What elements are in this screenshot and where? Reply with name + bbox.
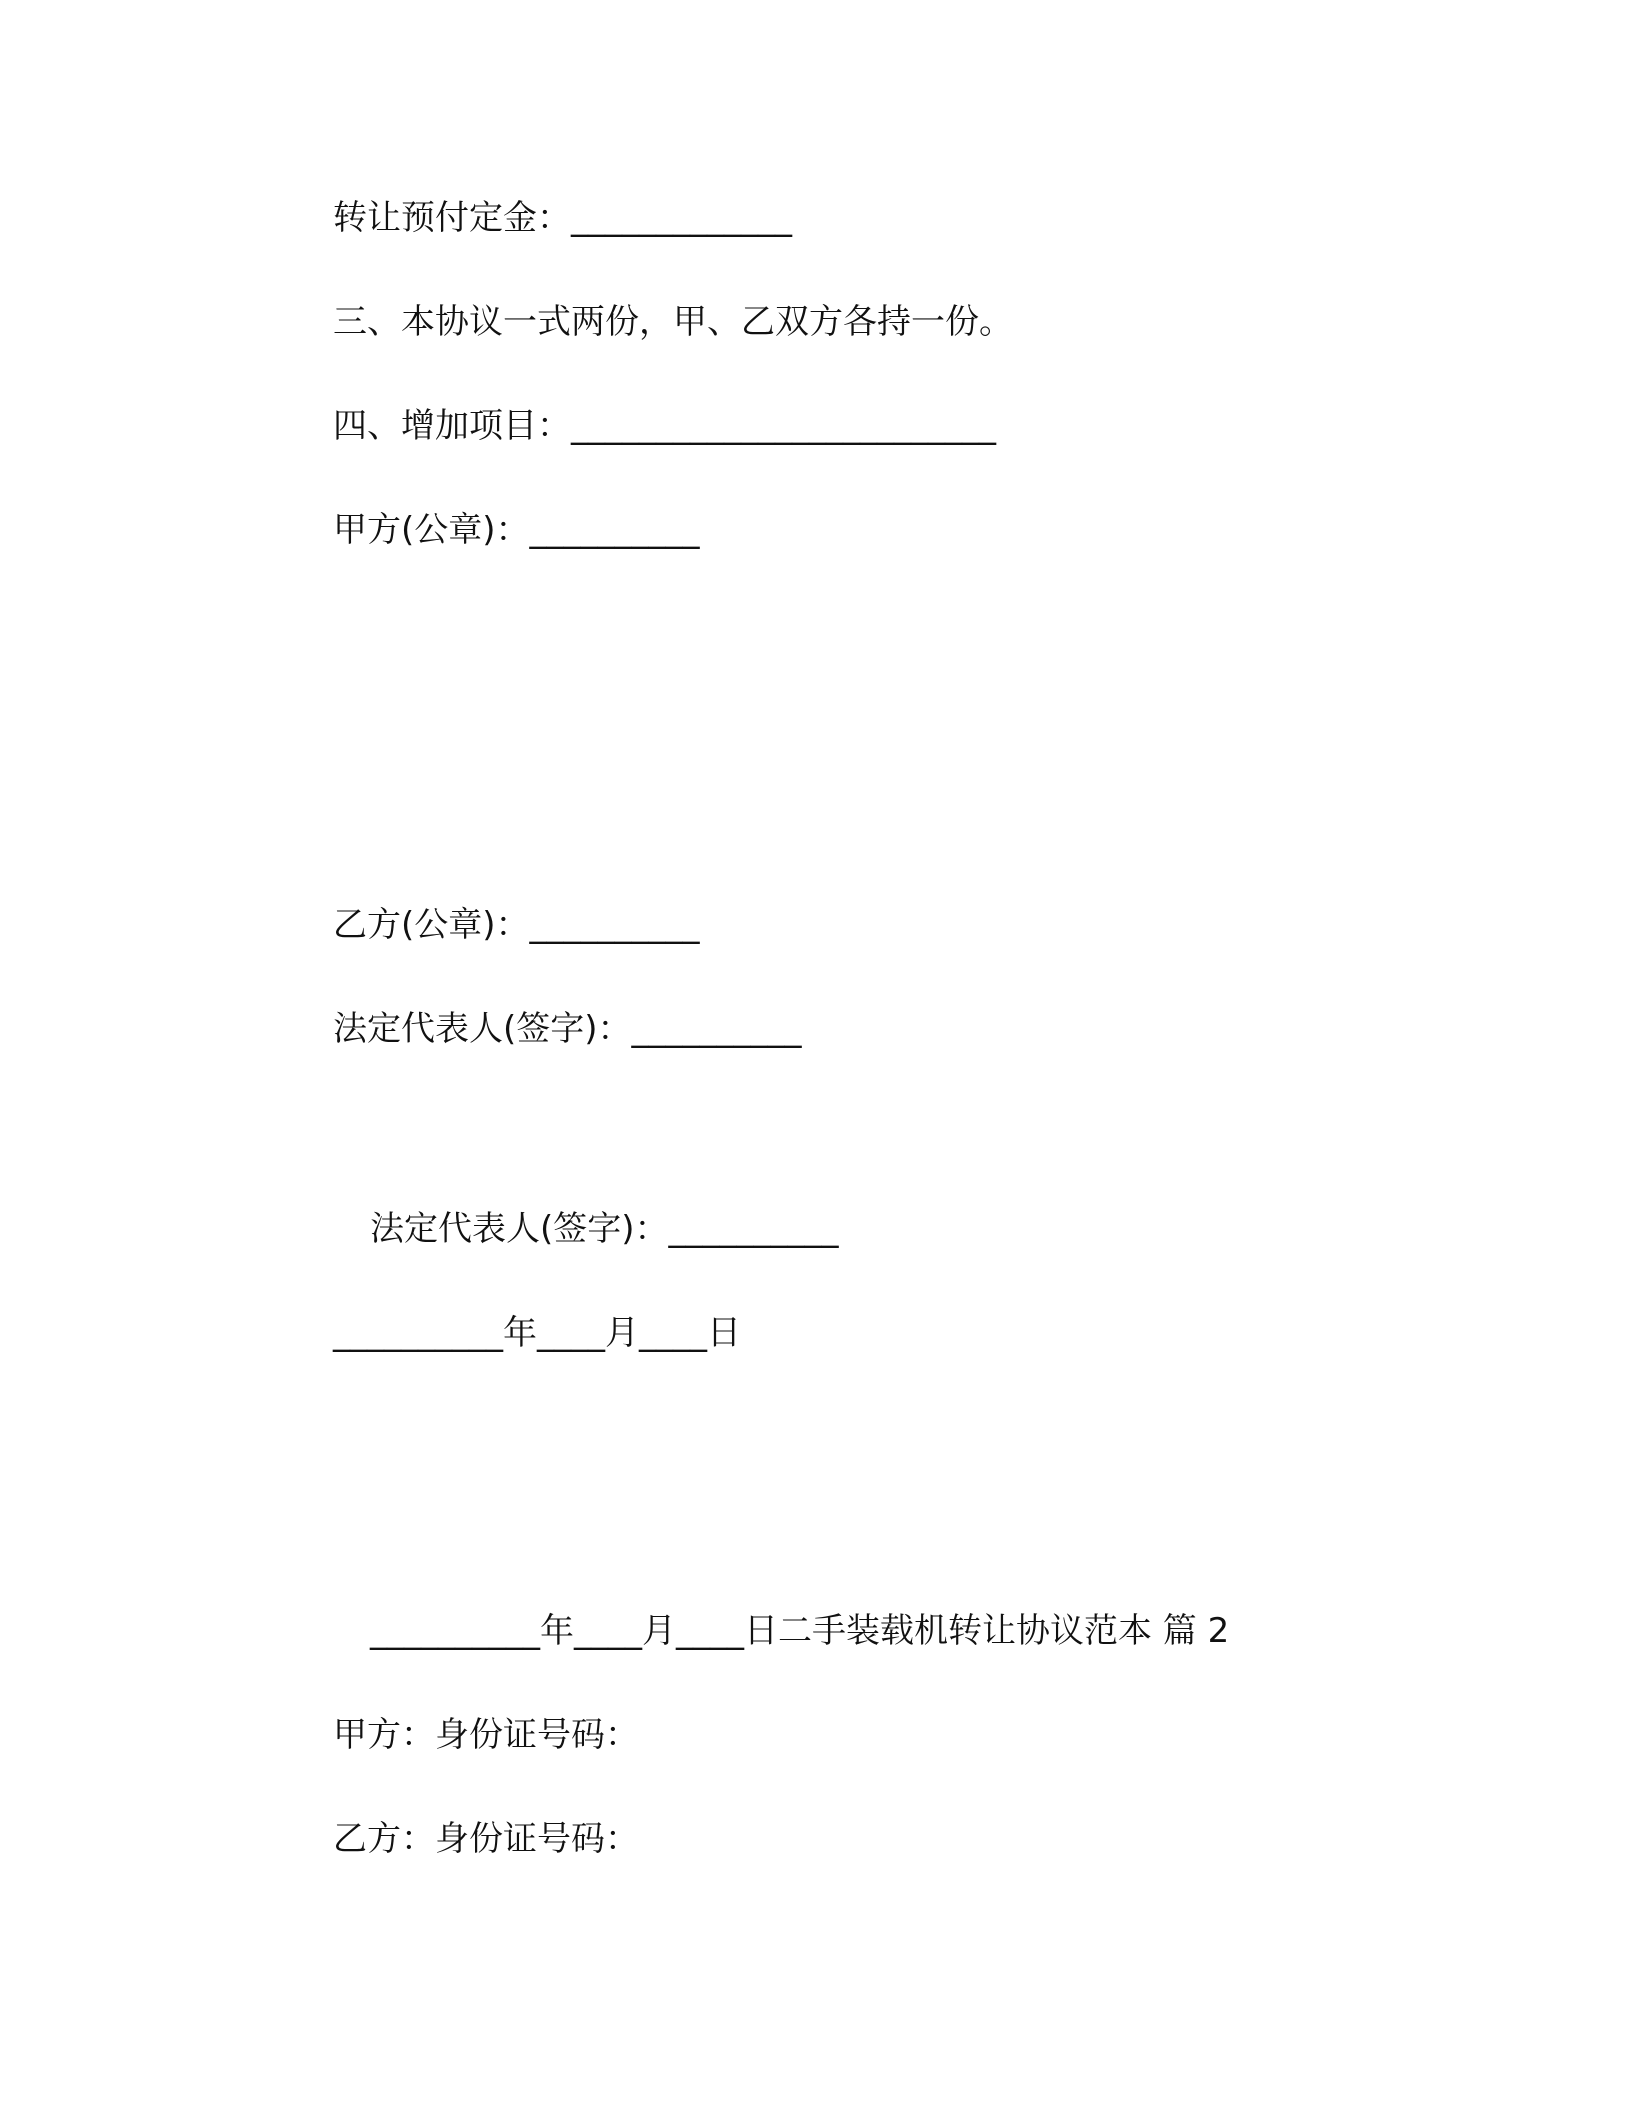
clause-three: 三、本协议一式两份，甲、乙双方各持一份。	[333, 302, 1013, 342]
date-line: __________年____月____日	[333, 1313, 741, 1353]
party-a-seal: 甲方(公章)：__________	[333, 510, 700, 550]
party-a-id: 甲方：身份证号码：	[333, 1715, 639, 1755]
party-b-seal: 乙方(公章)：__________	[333, 905, 700, 945]
legal-representative-signature: 法定代表人(签字)：__________	[333, 1009, 802, 1049]
legal-representative-signature-2: 法定代表人(签字)：__________	[370, 1209, 839, 1249]
party-b-id: 乙方：身份证号码：	[333, 1819, 639, 1859]
deposit-line: 转让预付定金：_____________	[333, 198, 792, 238]
clause-four: 四、增加项目：_________________________	[333, 406, 996, 446]
section-2-title: __________年____月____日二手装载机转让协议范本 篇 2	[370, 1611, 1230, 1651]
